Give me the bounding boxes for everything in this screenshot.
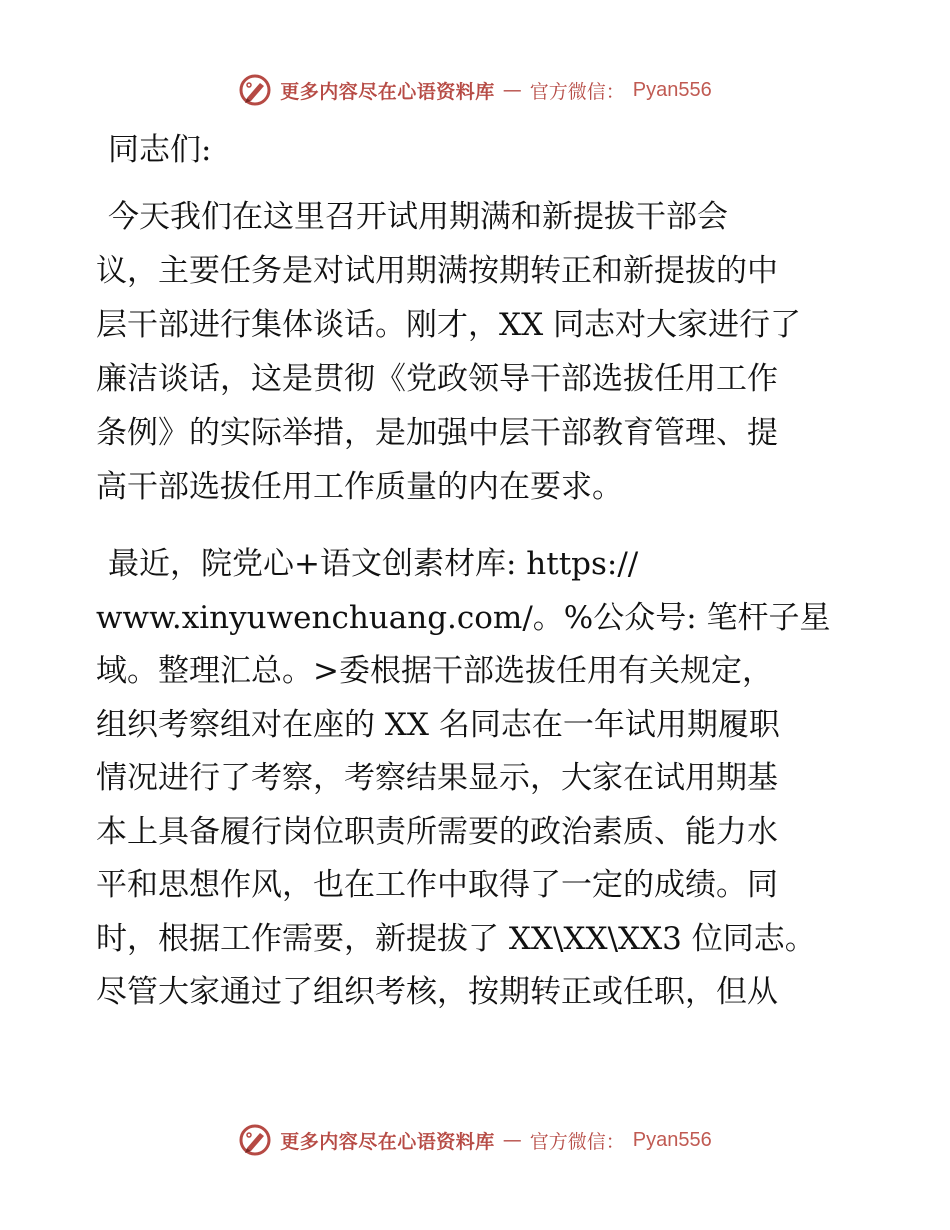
paragraph-line: 条例》的实际举措，是加强中层干部教育管理、提 [96, 415, 778, 451]
paragraph-line: 时，根据工作需要，新提拔了 XX\XX\XX3 位同志。 [96, 920, 816, 957]
document-body [96, 120, 856, 1044]
paragraph-2 [96, 538, 856, 1020]
paragraph-line: 廉洁谈话，这是贯彻《党政领导干部选拔任用工作 [96, 361, 778, 397]
paragraph-line: 议，主要任务是对试用期满按期转正和新提拔的中 [96, 253, 778, 289]
pen-logo-icon [238, 1123, 272, 1157]
paragraph-line: www.xinyuwenchuang.com/。%公众号: 笔杆子星 [96, 599, 831, 636]
greeting: 同志们: [108, 132, 212, 168]
watermark-wechat-label: 官方微信： [529, 80, 625, 103]
watermark-separator: — [502, 1129, 522, 1151]
watermark-separator: — [502, 79, 522, 101]
paragraph-line: 层干部进行集体谈话。刚才，XX 同志对大家进行了 [96, 307, 801, 343]
header-watermark [0, 70, 950, 110]
paragraph-line: 组织考察组对在座的 XX 名同志在一年试用期履职 [96, 706, 780, 743]
paragraph-line: 平和思想作风，也在工作中取得了一定的成绩。同 [96, 867, 778, 903]
paragraph-line: 情况进行了考察，考察结果显示，大家在试用期基 [96, 760, 778, 796]
watermark-wechat-id: Pyan556 [632, 78, 712, 101]
paragraph-line: 域。整理汇总。>委根据干部选拔任用有关规定， [96, 653, 773, 689]
pen-logo-icon [238, 73, 272, 107]
paragraph-line: 尽管大家通过了组织考核，按期转正或任职，但从 [96, 974, 778, 1010]
paragraph-line: 本上具备履行岗位职责所需要的政治素质、能力水 [96, 813, 778, 850]
watermark-wechat-label: 官方微信： [529, 1130, 625, 1153]
footer-watermark [0, 1120, 950, 1160]
paragraph-line: 今天我们在这里召开试用期满和新提拔干部会 [108, 199, 728, 235]
paragraph-line: 最近，院党心+语文创素材库: https:// [108, 546, 639, 582]
watermark-wechat-id: Pyan556 [632, 1128, 712, 1151]
watermark-text: 更多内容尽在心语资料库 [280, 80, 495, 103]
paragraph-1 [96, 190, 856, 514]
watermark-text: 更多内容尽在心语资料库 [280, 1130, 495, 1153]
paragraph-line: 高干部选拔任用工作质量的内在要求。 [96, 469, 623, 505]
